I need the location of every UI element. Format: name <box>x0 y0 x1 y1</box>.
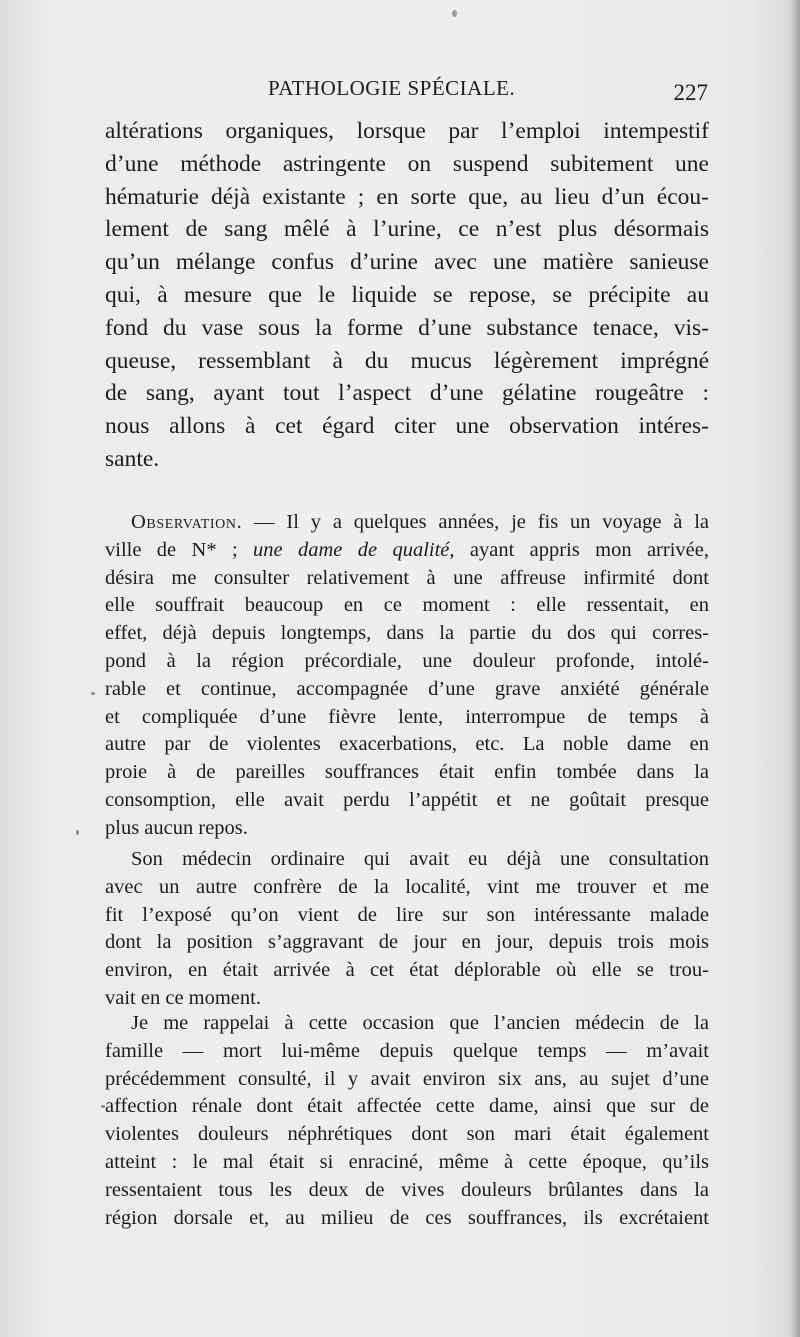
text-line <box>105 537 709 565</box>
ink-speck <box>452 10 457 17</box>
text-line: vait en ce moment. <box>105 986 261 1009</box>
text-line: altérations organiques, lorsque par l’emploi intempestif <box>105 118 709 144</box>
text-line: nous allons à cet égard citer une observation intéres- <box>105 413 709 440</box>
observation-label: Observation. <box>131 511 243 533</box>
italic-phrase: une dame de qualité, <box>253 538 455 561</box>
observation-line-2-end: ayant appris mon arrivée, <box>454 538 709 561</box>
text-line: lement de sang mêlé à l’urine, ce n’est plus désormais <box>105 216 709 243</box>
text-line: de sang, ayant tout l’aspect d’une gélatine rougeâtre : <box>105 380 709 407</box>
paragraph-3 <box>105 846 709 1013</box>
text-line: environ, en était arrivée à cet état déplorable où elle se trou- <box>105 959 709 982</box>
text-line: consomption, elle avait perdu l’appétit et ne goûtait presque <box>105 788 709 811</box>
text-line: affection rénale dont était affectée cette dame, ainsi que sur de <box>105 1095 709 1118</box>
text-line: précédemment consulté, il y avait environ six ans, au sujet d’une <box>105 1067 709 1090</box>
text-line: d’une méthode astringente on suspend subitement une <box>105 150 709 177</box>
page-header <box>268 76 708 110</box>
text-line: fond du vase sous la forme d’une substance tenace, vis- <box>105 314 709 341</box>
text-line: violentes douleurs néphrétiques dont son mari était également <box>105 1123 709 1146</box>
text-line: pond à la région précordiale, une douleur profonde, intolé- <box>105 649 709 672</box>
text-line: avec un autre confrère de la localité, vint me trouver et me <box>105 875 709 898</box>
observation-line-2-start: ville de N* ; <box>105 538 254 561</box>
text-line: ressentaient tous les deux de vives douleurs brûlantes dans la <box>105 1178 709 1201</box>
paragraph-4 <box>105 1010 709 1232</box>
text-line: Son médecin ordinaire qui avait eu déjà une consultation <box>131 848 709 870</box>
observation-line-1: — Il y a quelques années, je fis un voyage à la <box>242 511 709 533</box>
text-line: proie à de pareilles souffrances était enfin tombée dans la <box>105 761 709 784</box>
text-line: hématurie déjà existante ; en sorte que, au lieu d’un écou- <box>105 183 709 210</box>
page-number: 227 <box>673 80 708 105</box>
text-line: atteint : le mal était si enraciné, même à cette époque, qu’ils <box>105 1150 709 1173</box>
text-line: région dorsale et, au milieu de ces souffrances, ils excrétaient <box>105 1206 709 1229</box>
text-line: qui, à mesure que le liquide se repose, se précipite au <box>105 281 709 308</box>
observation-paragraph <box>105 509 709 843</box>
text-line: autre par de violentes exacerbations, etc. La noble dame en <box>105 733 709 756</box>
text-line: dont la position s’aggravant de jour en jour, depuis trois mois <box>105 931 709 954</box>
running-title: PATHOLOGIE SPÉCIALE. <box>268 76 516 100</box>
text-line: fit l’exposé qu’on vient de lire sur son intéressante malade <box>105 903 709 926</box>
text-line: sante. <box>105 445 160 472</box>
text-line: plus aucun repos. <box>105 816 248 839</box>
paragraph-1 <box>105 115 709 476</box>
text-line <box>105 509 709 537</box>
text-line: elle souffrait beaucoup en ce moment : elle ressentait, en <box>105 594 709 617</box>
margin-mark <box>76 830 79 835</box>
text-line: queuse, ressemblant à du mucus légèrement imprégné <box>105 347 709 374</box>
margin-mark <box>91 692 95 695</box>
text-line: effet, déjà depuis longtemps, dans la partie du dos qui corres- <box>105 622 709 645</box>
text-line: désira me consulter relativement à une affreuse infirmité dont <box>105 566 709 589</box>
text-line: qu’un mélange confus d’urine avec une matière sanieuse <box>105 249 709 276</box>
text-line: Je me rappelai à cette occasion que l’ancien médecin de la <box>131 1012 709 1034</box>
text-line: rable et continue, accompagnée d’une grave anxiété générale <box>105 677 709 700</box>
text-line: famille — mort lui-même depuis quelque temps — m’avait <box>105 1039 709 1062</box>
text-line: et compliquée d’une fièvre lente, interrompue de temps à <box>105 705 709 728</box>
